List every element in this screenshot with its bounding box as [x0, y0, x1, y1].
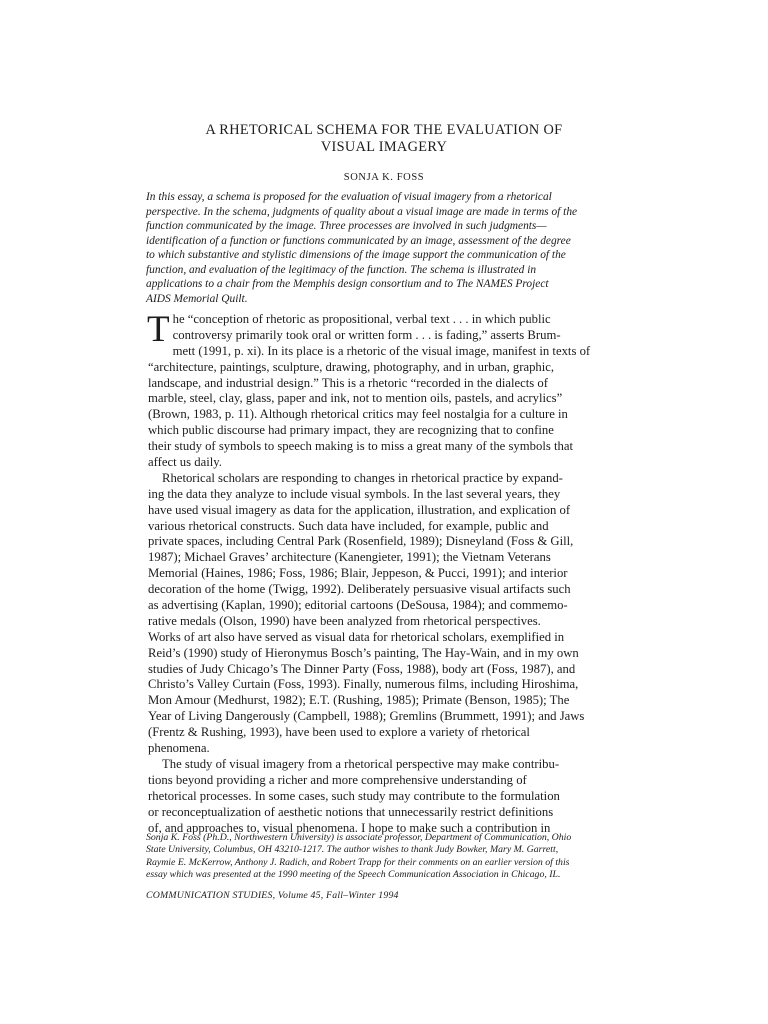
- body-line: affect us daily.: [148, 455, 222, 470]
- journal-citation: COMMUNICATION STUDIES, Volume 45, Fall–Winter 1994: [146, 890, 399, 901]
- body-line: private spaces, including Central Park (Rosenfield, 1989); Disneyland (Foss & Gill,: [148, 534, 574, 549]
- body-line: decoration of the home (Twigg, 1992). Deliberately persuasive visual artifacts such: [148, 582, 571, 597]
- abstract-line: perspective. In the schema, judgments of quality about a visual image are made in terms of the: [146, 205, 578, 218]
- body-line: mett (1991, p. xi). In its place is a rhetoric of the visual image, manifest in texts of: [172, 343, 591, 358]
- body-line: which public discourse had primary impact, they are recognizing that to confine: [148, 423, 554, 438]
- body-line: have used visual imagery as data for the application, illustration, and explication of: [148, 502, 571, 517]
- abstract-line: to which substantive and stylistic dimensions of the image support the communication of the: [146, 249, 566, 261]
- paragraph-1: [147, 309, 626, 471]
- abstract-line: function, and evaluation of the legitimacy of the function. The schema is illustrated in: [146, 263, 537, 276]
- abstract-line: AIDS Memorial Quilt.: [146, 292, 248, 305]
- body-line: Memorial (Haines, 1986; Foss, 1986; Blair, Jeppeson, & Pucci, 1991); and interior: [148, 566, 568, 581]
- paragraph-2: [148, 471, 626, 757]
- body-line: their study of symbols to speech making is to miss a great many of the symbols that: [148, 439, 573, 454]
- body-line: landscape, and industrial design.” This is a rhetoric “recorded in the dialects of: [148, 375, 548, 390]
- body-line: Christo’s Valley Curtain (Foss, 1993). Finally, numerous films, including Hiroshima,: [148, 677, 579, 692]
- body-line: 1987); Michael Graves’ architecture (Kanengieter, 1991); the Vietnam Veterans: [148, 550, 551, 565]
- paragraph-3: [148, 757, 626, 836]
- body-line: Rhetorical scholars are responding to changes in rhetorical practice by expand-: [162, 470, 563, 485]
- abstract-line: identification of a function or functions communicated by an image, assessment of the degree: [146, 234, 571, 247]
- body-line: Reid’s (1990) study of Hieronymus Bosch’s painting, The Hay-Wain, and in my own: [148, 645, 579, 660]
- body-line: he “conception of rhetoric as propositional, verbal text . . . in which public: [172, 312, 551, 326]
- footnote-line: Sonja K. Foss (Ph.D., Northwestern University) is associate professor, Department of Communication, Ohio: [146, 832, 572, 843]
- article-title-line-1: A RHETORICAL SCHEMA FOR THE EVALUATION OF: [205, 122, 563, 138]
- drop-cap: T: [147, 309, 170, 350]
- article-title-line-2: VISUAL IMAGERY: [320, 139, 448, 155]
- author-footnote: [146, 832, 624, 881]
- body-line: studies of Judy Chicago’s The Dinner Party (Foss, 1988), body art (Foss, 1987), and: [148, 661, 576, 676]
- body-line: “architecture, paintings, sculpture, drawing, photography, and in urban, graphic,: [148, 359, 555, 374]
- body-line: Works of art also have served as visual data for rhetorical scholars, exemplified in: [148, 629, 565, 644]
- body-line: phenomena.: [148, 741, 210, 756]
- body-line: rhetorical processes. In some cases, such study may contribute to the formulation: [148, 788, 560, 803]
- body-line: rative medals (Olson, 1990) have been analyzed from rhetorical perspectives.: [148, 613, 541, 628]
- body-text: [147, 309, 626, 836]
- body-line: or reconceptualization of aesthetic notions that unnecessarily restrict definitions: [148, 804, 554, 819]
- footnote-line: Raymie E. McKerrow, Anthony J. Radich, and Robert Trapp for their comments on an earlier version of this: [146, 856, 570, 868]
- abstract-line: applications to a chair from the Memphis design consortium and to The NAMES Project: [146, 278, 549, 290]
- body-line: Year of Living Dangerously (Campbell, 1988); Gremlins (Brummett, 1991); and Jaws: [148, 709, 585, 724]
- abstract-line: In this essay, a schema is proposed for the evaluation of visual imagery from a rhetorical: [146, 191, 552, 203]
- body-line: of, and approaches to, visual phenomena. I hope to make such a contribution in: [148, 820, 551, 835]
- body-line: controversy primarily took oral or written form . . . is fading,” asserts Brum-: [172, 327, 561, 342]
- body-line: various rhetorical constructs. Such data have included, for example, public and: [148, 518, 549, 533]
- abstract: [146, 190, 616, 306]
- body-line: (Frentz & Rushing, 1993), have been used to explore a variety of rhetorical: [148, 725, 530, 740]
- abstract-line: function communicated by the image. Three processes are involved in such judgments—: [146, 220, 547, 232]
- body-line: ing the data they analyze to include visual symbols. In the last several years, they: [148, 486, 561, 501]
- body-line: The study of visual imagery from a rhetorical perspective may make contribu-: [162, 756, 560, 771]
- body-line: (Brown, 1983, p. 11). Although rhetorical critics may feel nostalgia for a culture in: [148, 407, 568, 422]
- footnote-line: State University, Columbus, OH 43210-1217. The author wishes to thank Judy Bowker, Mary M. Garrett,: [146, 844, 559, 856]
- body-line: Mon Amour (Medhurst, 1982); E.T. (Rushing, 1985); Primate (Benson, 1985); The: [148, 693, 570, 708]
- footnote-line: essay which was presented at the 1990 meeting of the Speech Communication Association in Chicago, IL.: [146, 868, 561, 880]
- author-name: SONJA K. FOSS: [343, 172, 425, 183]
- body-line: marble, steel, clay, glass, paper and ink, not to mention oils, pastels, and acrylics”: [148, 391, 563, 406]
- body-line: tions beyond providing a richer and more comprehensive understanding of: [148, 772, 527, 787]
- body-line: as advertising (Kaplan, 1990); editorial cartoons (DeSousa, 1984); and commemo-: [148, 598, 568, 613]
